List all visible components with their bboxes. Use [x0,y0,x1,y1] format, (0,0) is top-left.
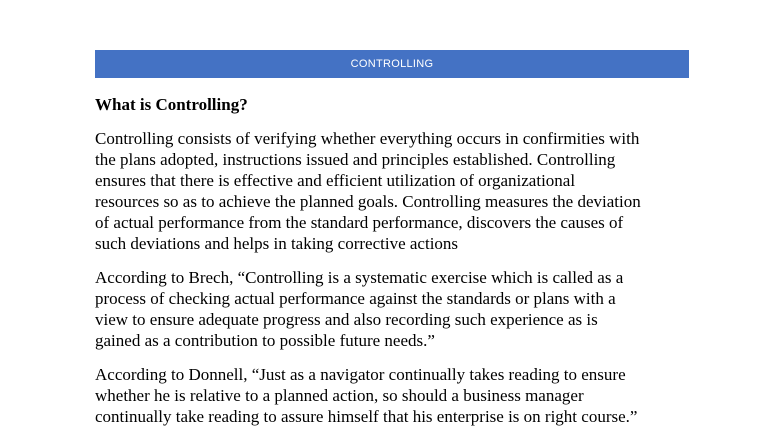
text-line: ensures that there is effective and efficient utilization of organizational [95,171,576,190]
text-line: view to ensure adequate progress and also recording such experience as is [95,310,598,329]
text-line: According to Donnell, “Just as a navigator continually takes reading to ensure [95,365,626,384]
text-line: gained as a contribution to possible future needs.” [95,331,435,350]
text-line: resources so as to achieve the planned goals. Controlling measures the deviation [95,192,641,211]
text-line: process of checking actual performance against the standards or plans with a [95,289,616,308]
paragraph-brech-quote [95,267,695,351]
paragraph-definition [95,128,695,254]
paragraph-donnell-quote [95,364,695,427]
banner-title: CONTROLLING [350,58,434,70]
text-line: of actual performance from the standard performance, discovers the causes of [95,213,624,232]
text-line: whether he is relative to a planned action, so should a business manager [95,386,584,405]
document-body [95,94,695,440]
section-heading: What is Controlling? [95,95,248,114]
text-line: Controlling consists of verifying whether everything occurs in confirmities with [95,129,640,148]
section-banner [95,50,689,78]
text-line: the plans adopted, instructions issued and principles established. Controlling [95,150,616,169]
text-line: According to Brech, “Controlling is a systematic exercise which is called as a [95,268,624,287]
text-line: continually take reading to assure himself that his enterprise is on right course.” [95,407,638,426]
text-line: such deviations and helps in taking corrective actions [95,234,459,253]
